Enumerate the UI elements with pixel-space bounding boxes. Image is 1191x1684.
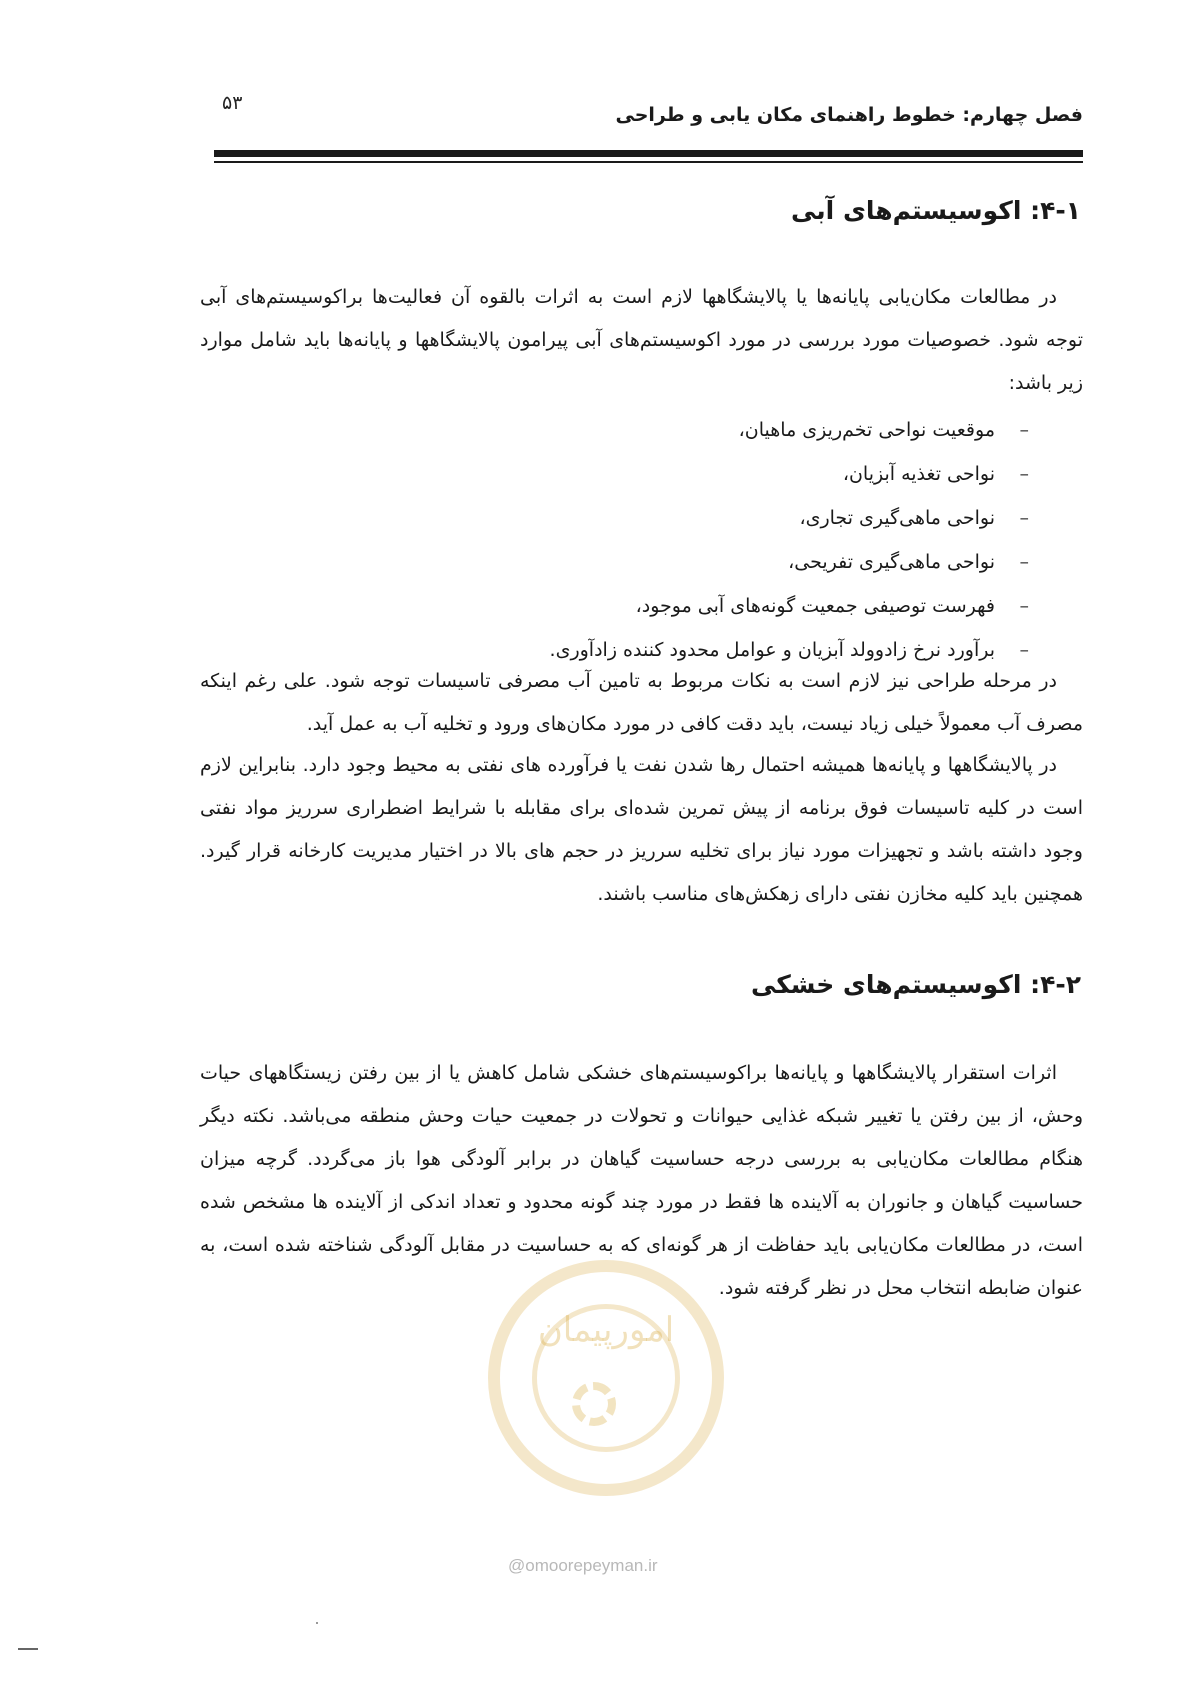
watermark-logo-text: امورپیمان [537,1310,675,1350]
list-item-text: برآورد نرخ زادوولد آبزیان و عوامل محدود کننده زادآوری. [549,639,995,661]
list-item [550,496,1029,540]
list-item-text: فهرست توصیفی جمعیت گونه‌های آبی موجود، [635,595,995,617]
list-item-text: نواحی ماهی‌گیری تفریحی، [788,551,995,573]
watermark-seal [488,1260,724,1496]
list-item-text: نواحی ماهی‌گیری تجاری، [799,507,995,529]
gear-icon [572,1382,616,1426]
dash-bullet: – [1019,595,1029,617]
running-title: فصل چهارم: خطوط راهنمای مکان یابی و طراحی [615,104,1083,126]
dash-bullet: – [1019,463,1029,485]
list-item-text: نواحی تغذیه آبزیان، [842,463,995,485]
list-item-text: موقعیت نواحی تخم‌ریزی ماهیان، [738,419,995,441]
list-item [550,584,1029,628]
dash-bullet: – [1019,419,1029,441]
aquatic-features-list [550,408,1029,672]
watermark-site: @omoorepeyman.ir [508,1556,658,1575]
dash-bullet: – [1019,507,1029,529]
section-heading-terrestrial: ۴-۲: اکوسیستم‌های خشکی [750,970,1081,999]
paragraph-oil-spill [200,744,1083,916]
list-item [550,408,1029,452]
list-item [550,540,1029,584]
paragraph-aquatic-intro [200,276,1083,405]
paragraph-text: در مرحله طراحی نیز لازم است به نکات مربوط به تامین آب مصرفی تاسیسات توجه شود. علی رغم اینکه مصرف آب معمولاً خیلی زیاد نیست، باید دقت کافی در مورد مکان‌های ورود و تخلیه آب به عمل آید. [200,670,1083,735]
dash-bullet: – [1019,551,1029,573]
scan-speck [316,1622,318,1624]
paragraph-text: در پالایشگاهها و پایانه‌ها همیشه احتمال رها شدن نفت یا فرآورده های نفتی به محیط وجود دارد. بنابراین لازم است در کلیه تاسیسات فوق برنامه از پیش تمرین شده‌ای برای مقابله با شرایط اضطراری سرریز مواد نفتی وجود داشته باشد و تجهیزات مورد نیاز برای تخلیه سرریز در حجم های بالا در اختیار مدیریت کارخانه قرار گیرد. همچنین باید کلیه مخازن نفتی دارای زهکش‌های مناسب باشند. [200,754,1083,905]
paragraph-text: اثرات استقرار پالایشگاهها و پایانه‌ها براکوسیستم‌های خشکی شامل کاهش یا از بین رفتن زیستگاههای حیات وحش، از بین رفتن یا تغییر شبکه غذایی حیوانات و تحولات در جمعیت حیات وحش منطقه می‌باشد. نکته دیگر هنگام مطالعات مکان‌یابی به بررسی درجه حساسیت گیاهان در برابر آلودگی هوا باز می‌گردد. گرچه میزان حساسیت گیاهان و جانوران به آلاینده ها فقط در مورد چند گونه محدود و تعداد اندکی از آلاینده ها مشخص شده است، در مطالعات مکان‌یابی باید حفاظت از هر گونه‌ای که به حساسیت در مقابل آلودگی شناخته شده است، به عنوان ضابطه انتخاب محل در نظر گرفته شود. [200,1062,1083,1299]
page-number: ۵۳ [222,92,243,114]
paragraph-text: در مطالعات مکان‌یابی پایانه‌ها یا پالایشگاهها لازم است به اثرات بالقوه آن فعالیت‌ها براکوسیستم‌های آبی توجه شود. خصوصیات مورد بررسی در مورد اکوسیستم‌های آبی پیرامون پالایشگاهها و پایانه‌ها باید شامل موارد زیر باشد: [200,286,1083,394]
list-item [550,452,1029,496]
header-rule-thick [214,150,1083,157]
dash-bullet: – [1019,639,1029,661]
scan-edge-mark [18,1648,38,1650]
section-heading-aquatic: ۴-۱: اکوسیستم‌های آبی [790,196,1081,225]
header-rule-thin [214,161,1083,163]
paragraph-water-supply [200,660,1083,746]
